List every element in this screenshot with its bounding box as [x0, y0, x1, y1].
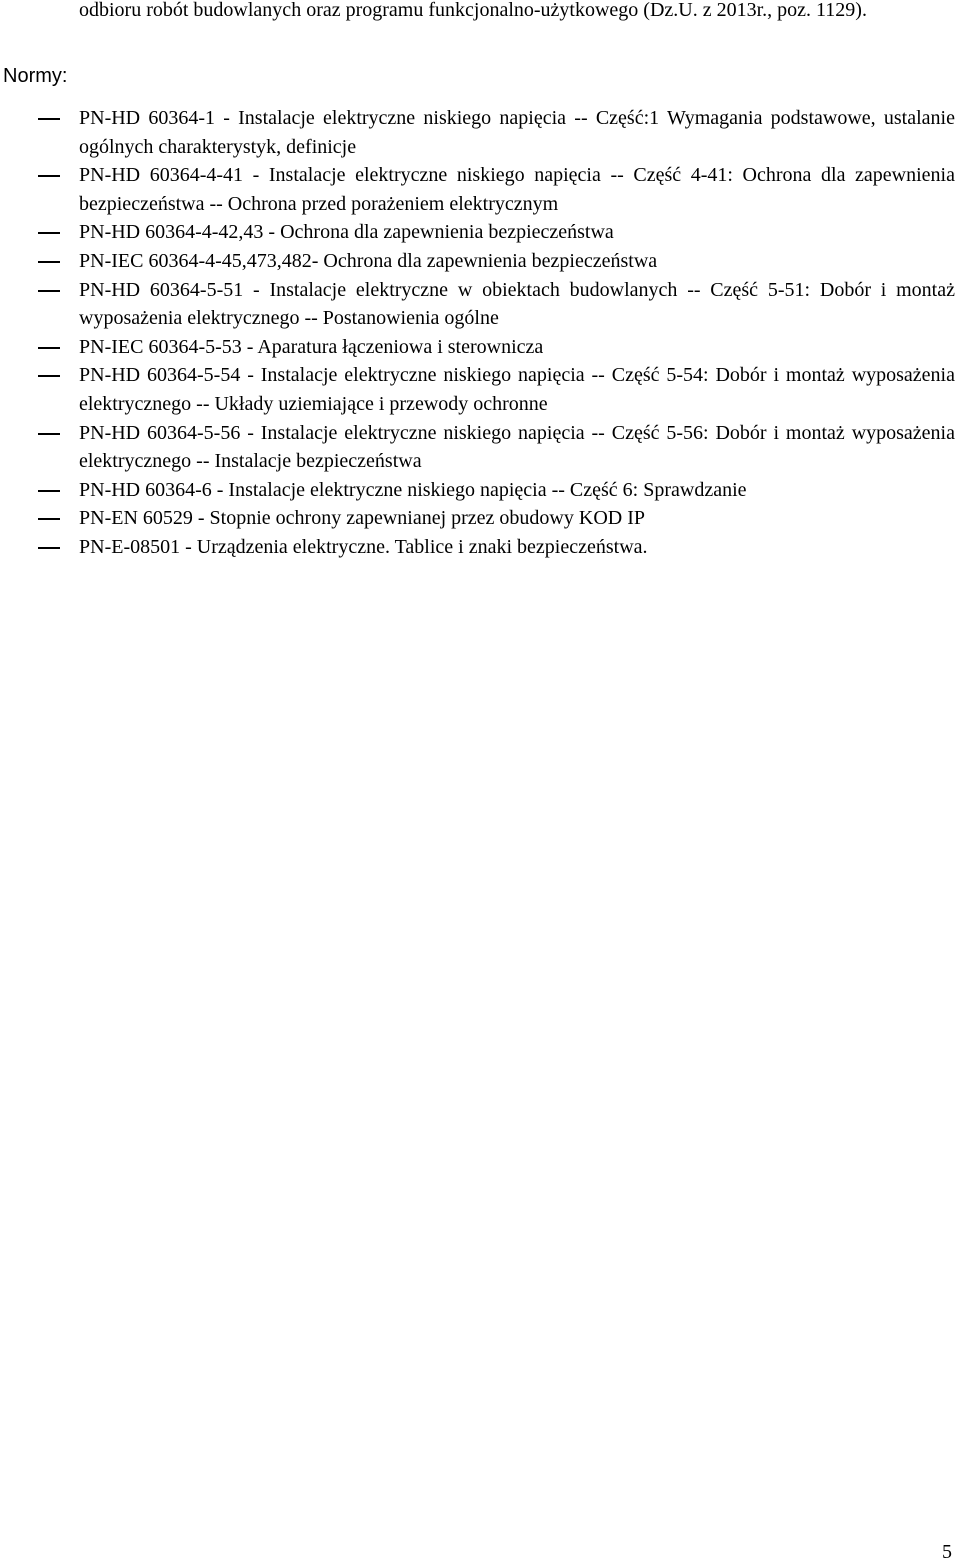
list-item-text: PN-HD 60364-4-41 - Instalacje elektryczne niskiego napięcia -- Część 4-41: Ochrona dla zapewnienia bezpieczeństwa -- Ochrona przed porażeniem elektrycznym [79, 164, 955, 215]
dash-bullet-icon [38, 375, 60, 377]
dash-bullet-icon [38, 490, 60, 492]
list-item [0, 533, 955, 562]
page-number: 5 [942, 1541, 952, 1563]
dash-bullet-icon [38, 433, 60, 435]
list-item [0, 161, 955, 218]
continuation-paragraph: odbioru robót budowlanych oraz programu funkcjonalno-użytkowego (Dz.U. z 2013r., poz. 1129). [79, 0, 867, 21]
list-item [0, 476, 955, 505]
standards-list [0, 104, 960, 562]
list-item-text: PN-HD 60364-4-42,43 - Ochrona dla zapewnienia bezpieczeństwa [79, 221, 614, 244]
list-item-text: PN-HD 60364-5-54 - Instalacje elektryczne niskiego napięcia -- Część 5-54: Dobór i montaż wyposażenia elektrycznego -- Układy uziemiające i przewody ochronne [79, 364, 955, 415]
list-item [0, 361, 955, 418]
list-item [0, 419, 955, 476]
dash-bullet-icon [38, 547, 60, 549]
list-item-text: PN-E-08501 - Urządzenia elektryczne. Tablice i znaki bezpieczeństwa. [79, 535, 648, 558]
dash-bullet-icon [38, 261, 60, 263]
normy-label: Normy: [3, 65, 68, 87]
list-item [0, 333, 955, 362]
list-item-text: PN-HD 60364-5-56 - Instalacje elektryczne niskiego napięcia -- Część 5-56: Dobór i montaż wyposażenia elektrycznego -- Instalacje bezpieczeństwa [79, 421, 955, 473]
dash-bullet-icon [38, 290, 60, 292]
dash-bullet-icon [38, 518, 60, 520]
list-item [0, 218, 955, 247]
continuation-text [79, 0, 949, 25]
dash-bullet-icon [38, 347, 60, 349]
list-item [0, 504, 955, 533]
dash-bullet-icon [38, 175, 60, 177]
dash-bullet-icon [38, 232, 60, 234]
list-item [0, 247, 955, 276]
list-item-text: PN-IEC 60364-5-53 - Aparatura łączeniowa i sterownicza [79, 335, 544, 358]
list-item-text: PN-IEC 60364-4-45,473,482- Ochrona dla zapewnienia bezpieczeństwa [79, 249, 658, 272]
list-item [0, 276, 955, 333]
list-item-text: PN-HD 60364-1 - Instalacje elektryczne niskiego napięcia -- Część:1 Wymagania podstawowe, ustalanie ogólnych charakterystyk, definicje [79, 107, 955, 158]
dash-bullet-icon [38, 118, 60, 120]
list-item-text: PN-EN 60529 - Stopnie ochrony zapewnianej przez obudowy KOD IP [79, 507, 645, 530]
list-item-text: PN-HD 60364-5-51 - Instalacje elektryczne w obiektach budowlanych -- Część 5-51: Dobór i montaż wyposażenia elektrycznego -- Postanowienia ogólne [79, 278, 955, 330]
list-item [0, 104, 955, 161]
list-item-text: PN-HD 60364-6 - Instalacje elektryczne niskiego napięcia -- Część 6: Sprawdzanie [79, 478, 747, 501]
